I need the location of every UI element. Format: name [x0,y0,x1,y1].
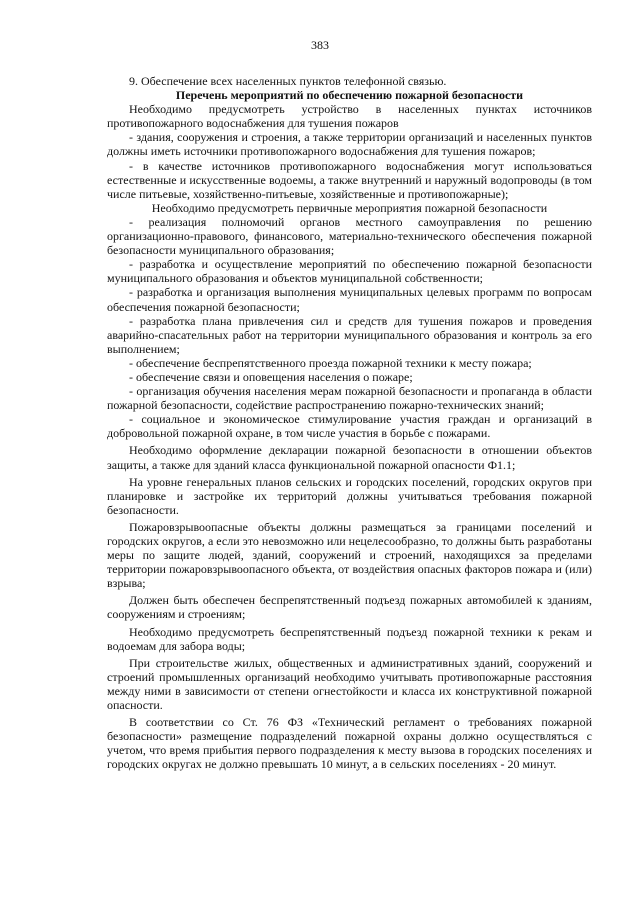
list-item: - разработка и осуществление мероприятий по обеспечению пожарной безопасности муниципального образования и объектов муниципальной собственности; [107,257,592,286]
document-body [107,74,592,772]
paragraph-water-access: Необходимо предусмотреть беспрепятственный подъезд пожарной техники к рекам и водоемам для забора воды; [107,624,592,653]
paragraph-fire-distances: При строительстве жилых, общественных и административных зданий, сооружений и строений промышленных организаций необходимо учитывать противопожарные расстояния между ними в зависимости от степени огнестойкости и класса их конструктивной пожарной опасности. [107,655,592,713]
list-item: - разработка плана привлечения сил и средств для тушения пожаров и проведения аварийно-спасательных работ на территории муниципального образования и контроль за его выполнением; [107,313,592,356]
list-item: - в качестве источников противопожарного водоснабжения могут использоваться естественные и искусственные водоемы, а также внутренний и наружный водопроводы (в том числе питьевые, хозяйственно-питьевые, хозяйственные и противопожарные); [107,158,592,201]
paragraph-phone-coverage: 9. Обеспечение всех населенных пунктов телефонной связью. [129,74,447,88]
list-item: - обеспечение беспрепятственного проезда пожарной техники к месту пожара; [129,355,532,370]
paragraph-response-time: В соответствии со Ст. 76 ФЗ «Технический регламент о требованиях пожарной безопасности» размещение подразделений пожарной охраны должно осуществляться с учетом, что время прибытия первого подразделения к месту вызова в городских поселениях и городских округах не должно превышать 10 минут, а в сельских поселениях - 20 минут. [107,715,592,772]
paragraph-declaration: Необходимо оформление декларации пожарной безопасности в отношении объектов защиты, а также для зданий класса функциональной пожарной опасности Ф1.1; [107,443,592,472]
paragraph-water-sources: Необходимо предусмотреть устройство в населенных пунктах источников противопожарного водоснабжения для тушения пожаров [107,102,592,131]
list-item: - реализация полномочий органов местного самоуправления по решению организационно-правового, финансового, материально-технического обеспечения пожарной безопасности муниципального образования; [107,214,592,258]
list-item: - здания, сооружения и строения, а также территории организаций и населенных пунктов должны иметь источники противопожарного водоснабжения для тушения пожаров; [107,130,592,159]
paragraph-fire-vehicle-access: Должен быть обеспечен беспрепятственный подъезд пожарных автомобилей к зданиям, сооружениям и строениям; [107,593,592,622]
section-heading: Перечень мероприятий по обеспечению пожарной безопасности [175,88,524,103]
paragraph-primary-measures: Необходимо предусмотреть первичные мероприятия пожарной безопасности [151,200,548,215]
paragraph-general-plans: На уровне генеральных планов сельских и городских поселений, городских округов при планировке и застройке их территорий должны учитываться требования пожарной безопасности. [107,474,592,517]
paragraph-hazardous-objects: Пожаровзрывоопасные объекты должны размещаться за границами поселений и городских округов, а если это невозможно или нецелесообразно, то должны быть разработаны меры по защите людей, зданий, сооружений и строений, находящихся за пределами территории пожаровзрывоопасного объекта, от воздействия опасных факторов пожара и (или) взрыва; [107,519,592,591]
list-item: - разработка и организация выполнения муниципальных целевых программ по вопросам обеспечения пожарной безопасности; [107,285,592,314]
list-item: - социальное и экономическое стимулирование участия граждан и организаций в добровольной пожарной охране, в том числе участия в борьбе с пожарами. [107,412,592,441]
page-number: 383 [311,38,329,52]
list-item: - организация обучения населения мерам пожарной безопасности и пропаганда в области пожарной безопасности, содействие распространению пожарно-технических знаний; [107,384,592,413]
list-item: - обеспечение связи и оповещения населения о пожаре; [129,369,413,384]
